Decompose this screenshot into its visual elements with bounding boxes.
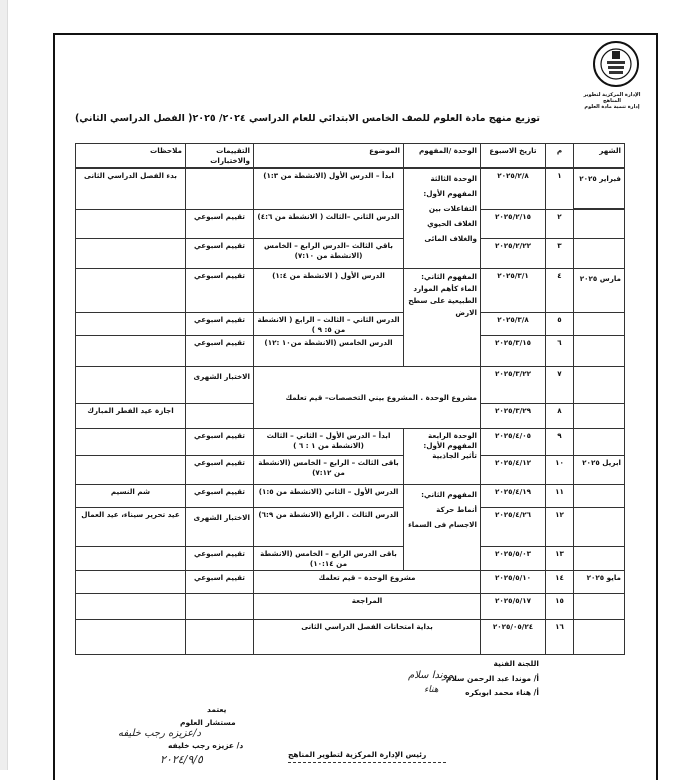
note-cell: عيد تحرير سيناء، عيد العمال xyxy=(75,507,186,547)
note-cell xyxy=(75,546,186,571)
note-cell xyxy=(75,366,186,404)
week-date: ٢٠٢٥/٤/٢٦ xyxy=(480,507,546,547)
topic-cell: الدرس الخامس (الانشطة من١٠ :١٢) xyxy=(253,335,404,367)
topic-cell: الدرس الثالث . الرابع (الانشطة من ٦:٩) xyxy=(253,507,404,547)
topic-cell: باقى الثالث – الرابع – الخامس (الانشطة من ٧:١٢) xyxy=(253,455,404,485)
row-number: ١٠ xyxy=(545,455,574,485)
unit-cell: الوحدة الثالثة المفهوم الأول: التفاعلات بين الغلاف الحيوي والغلاف المائى xyxy=(403,168,481,269)
note-cell xyxy=(75,335,186,367)
page-edge xyxy=(0,0,8,770)
month-cell-empty xyxy=(573,209,625,239)
row-number: ٦ xyxy=(545,335,574,367)
header-month: الشهر xyxy=(573,143,625,168)
topic-cell: الدرس الأول ( الانشطة من ١:٤) xyxy=(253,268,404,313)
assessment-cell: تقييم اسبوعي xyxy=(185,455,254,485)
note-cell: اجازة عيد الفطر المبارك xyxy=(75,403,186,429)
month-cell: فبراير ٢٠٢٥ xyxy=(573,168,625,209)
row-number: ١٥ xyxy=(545,593,574,620)
topic-cell: بداية امتحانات الفصل الدراسي الثانى xyxy=(253,619,481,655)
month-cell-empty xyxy=(573,238,625,269)
topic-cell: الدرس الأول – الثاني (الانشطة من ١:٥) xyxy=(253,484,404,508)
month-cell-empty xyxy=(573,619,625,655)
note-cell xyxy=(75,455,186,485)
week-date: ٢٠٢٥/٢/٨ xyxy=(480,168,546,210)
unit-cell: المفهوم الثاني: أنماط حركة الاجسام فى السماء xyxy=(403,484,481,571)
month-cell-empty xyxy=(573,335,625,367)
advisor-name: د/ عزيزه رجب خليفه xyxy=(168,741,244,750)
note-cell xyxy=(75,428,186,456)
advisor-date: ٢٠٢٤/٩/٥ xyxy=(160,753,203,766)
assessment-cell: تقييم اسبوعي xyxy=(185,484,254,508)
month-cell: مايو ٢٠٢٥ xyxy=(573,570,625,594)
unit-cell: المفهوم الثاني: الماء كأهم الموارد الطبيعية على سطح الارض xyxy=(403,268,481,367)
assessment-cell: تقييم اسبوعي xyxy=(185,209,254,239)
topic-cell: ابدأ – الدرس الأول (الانشطة من ١:٣) xyxy=(253,168,404,210)
note-cell xyxy=(75,619,186,655)
ministry-seal-icon xyxy=(588,40,644,88)
assessment-cell xyxy=(185,593,254,620)
approval-label: يعتمد xyxy=(207,705,227,714)
header-no: م xyxy=(545,143,574,168)
seal-caption xyxy=(574,92,650,110)
unit-cell: الوحدة الرابعة المفهوم الأول: تأثير الجاذبية xyxy=(403,428,481,485)
note-cell xyxy=(75,593,186,620)
curriculum-table xyxy=(75,143,625,655)
assessment-cell: تقييم اسبوعي xyxy=(185,312,254,336)
assessment-cell xyxy=(185,168,254,210)
committee-signature: هناء xyxy=(424,685,439,695)
committee-member: أ/ موندا عبد الرحمن سلام xyxy=(445,674,539,683)
row-number: ١٤ xyxy=(545,570,574,594)
head-title: رئيس الإدارة المركزية لتطوير المناهج xyxy=(288,750,427,759)
committee-title: اللجنة الفنية xyxy=(493,659,539,668)
topic-cell: الدرس الثاني – الثالث – الرابع ( الانشطة من ٥: ٩ ) xyxy=(253,312,404,336)
week-date: ٢٠٢٥/٤/١٩ xyxy=(480,484,546,508)
note-cell xyxy=(75,238,186,269)
document-title: توزيع منهج مادة العلوم للصف الخامس الابتدائي للعام الدراسي ٢٠٢٤/ ٢٠٢٥( الفصل الدراسي الثاني) xyxy=(74,113,540,124)
project-topic-cell: مشروع الوحدة . المشروع بيني التخصصات– قيم تعلمك xyxy=(253,366,481,429)
week-date: ٢٠٢٥/٣/١ xyxy=(480,268,546,313)
note-cell xyxy=(75,209,186,239)
note-cell xyxy=(75,312,186,336)
row-number: ١٦ xyxy=(545,619,574,655)
topic-cell: الدرس الثاني –الثالث ( الانشطة من ٤:٦) xyxy=(253,209,404,239)
assessment-cell: تقييم اسبوعي xyxy=(185,546,254,571)
row-number: ٥ xyxy=(545,312,574,336)
month-cell-empty xyxy=(573,312,625,336)
advisor-signature: د/عزيزه رجب خليفه xyxy=(118,728,201,739)
row-number: ١٢ xyxy=(545,507,574,547)
topic-cell: باقي الثالث –الدرس الرابع – الخامس (الانشطة من ٧:١٠) xyxy=(253,238,404,269)
seal-caption-line: إدارة تنمية مادة العلوم xyxy=(584,104,640,110)
week-date: ٢٠٢٥/٠٥/٢٤ xyxy=(480,619,546,655)
week-date: ٢٠٢٥/٣/١٥ xyxy=(480,335,546,367)
note-cell xyxy=(75,268,186,313)
topic-cell: المراجعة xyxy=(253,593,481,620)
header-week-date: تاريخ الاسبوع xyxy=(480,143,546,168)
topic-cell: ابدأ – الدرس الأول – الثاني – الثالث (الانشطة من ١ : ٦ ) xyxy=(253,428,404,456)
week-date: ٢٠٢٥/٣/٢٩ xyxy=(480,403,546,429)
assessment-cell: تقييم اسبوعي xyxy=(185,335,254,367)
month-cell-empty xyxy=(573,484,625,508)
committee-member: أ/ هناء محمد ابوبكره xyxy=(465,688,539,697)
note-cell xyxy=(75,570,186,594)
topic-cell: مشروع الوحدة – قيم تعلمك xyxy=(253,570,481,594)
row-number: ٩ xyxy=(545,428,574,456)
week-date: ٢٠٢٥/٣/٨ xyxy=(480,312,546,336)
week-date: ٢٠٢٥/٥/١٧ xyxy=(480,593,546,620)
note-cell: بدء الفصل الدراسي الثانى xyxy=(75,168,186,210)
assessment-cell xyxy=(185,403,254,429)
row-number: ٣ xyxy=(545,238,574,269)
note-cell: شم النسيم xyxy=(75,484,186,508)
week-date: ٢٠٢٥/٤/١٢ xyxy=(480,455,546,485)
header-topic: الموضوع xyxy=(253,143,404,168)
header-assessments: التقييمات والاختبارات xyxy=(185,143,254,168)
assessment-cell: تقييم اسبوعي xyxy=(185,428,254,456)
month-cell-empty xyxy=(573,366,625,404)
assessment-cell: الاختبار الشهرى xyxy=(185,507,254,547)
assessment-cell: الاختبار الشهرى xyxy=(185,366,254,404)
week-date: ٢٠٢٥/٣/٢٢ xyxy=(480,366,546,404)
header-notes: ملاحظات xyxy=(75,143,186,168)
advisor-title: مستشار العلوم xyxy=(180,718,236,727)
month-cell-empty xyxy=(573,428,625,456)
assessment-cell: تقييم اسبوعي xyxy=(185,570,254,594)
signature-line xyxy=(288,762,446,763)
assessment-cell xyxy=(185,619,254,655)
week-date: ٢٠٢٥/٢/١٥ xyxy=(480,209,546,239)
header-unit: الوحدة /المفهوم xyxy=(403,143,481,168)
row-number: ٧ xyxy=(545,366,574,404)
row-number: ١١ xyxy=(545,484,574,508)
week-date: ٢٠٢٥/٢/٢٢ xyxy=(480,238,546,269)
week-date: ٢٠٢٥/٥/٠٣ xyxy=(480,546,546,571)
month-cell: مارس ٢٠٢٥ xyxy=(573,268,625,313)
month-cell-empty xyxy=(573,507,625,547)
row-number: ٤ xyxy=(545,268,574,313)
row-number: ٨ xyxy=(545,403,574,429)
assessment-cell: تقييم اسبوعي xyxy=(185,238,254,269)
month-cell-empty xyxy=(573,546,625,571)
month-cell-empty xyxy=(573,593,625,620)
row-number: ١٣ xyxy=(545,546,574,571)
month-cell: ابريل ٢٠٢٥ xyxy=(573,455,625,485)
week-date: ٢٠٢٥/٥/١٠ xyxy=(480,570,546,594)
committee-signature: موندا سلام xyxy=(408,670,454,681)
month-cell-empty xyxy=(573,403,625,429)
row-number: ٢ xyxy=(545,209,574,239)
seal-caption-line: الإدارة المركزية لتطوير المناهج xyxy=(583,92,641,104)
week-date: ٢٠٢٥/٤/٠٥ xyxy=(480,428,546,456)
row-number: ١ xyxy=(545,168,574,210)
topic-cell: باقى الدرس الرابع – الخامس (الانشطة من ١٠:١٤) xyxy=(253,546,404,571)
assessment-cell: تقييم اسبوعي xyxy=(185,268,254,313)
